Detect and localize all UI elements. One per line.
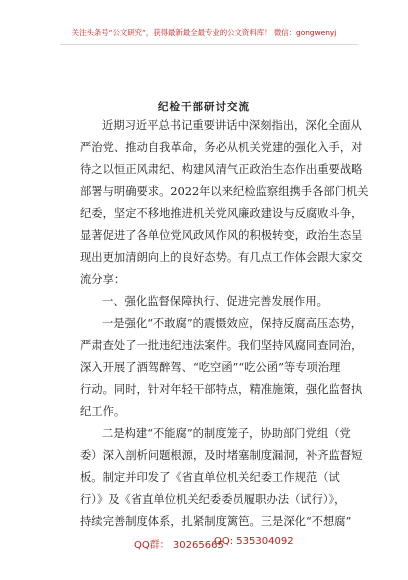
body-line: 二是构建“不能腐”的制度笼子，协助部门党组（党 (102, 427, 351, 440)
body-line: 板。制定并印发了《省直单位机关纪委工作规范（试 (80, 471, 340, 484)
qq-contact-text: QQ: 535304092 (214, 536, 294, 547)
body-line: 流分享： (80, 273, 126, 286)
body-line: 一是强化“不敢腐”的震慑效应，保持反腐高压态势， (102, 317, 363, 330)
promo-banner: 关注头条号“公文研究”，获得最新最全最专业的公文资料库！ 微信：gongwenyj (71, 28, 337, 37)
contact-footer (0, 536, 408, 550)
body-line: 纪工作。 (80, 405, 126, 418)
body-line: 深入开展了酒驾醉驾、“吃空函”“吃公函”等专项治理 (80, 361, 341, 374)
section-heading: 一、强化监督保障执行、促进完善发展作用。 (102, 295, 328, 308)
body-line: 显著促进了各单位党风政风作风的积极转变，政治生态呈 (80, 229, 363, 242)
body-line: 行动。同时，针对年轻干部特点，精准施策，强化监督执 (80, 383, 363, 396)
document-title: 纪检干部研讨交流 (158, 101, 250, 113)
body-line: 严肃查处了一批违纪违法案件。我们坚持风腐同查同治， (80, 339, 363, 352)
body-line: 行）》及《省直单位机关纪委委员履职办法（试行）》， (80, 493, 346, 506)
body-line: 近期习近平总书记重要讲话中深刻指出，深化全面从 (102, 119, 362, 132)
body-line: 严治党、推动自我革命，务必从机关党建的强化入手，对 (80, 141, 363, 154)
body-line: 部署与明确要求。2022年以来纪检监察组携手各部门机关 (80, 185, 369, 198)
body-line: 委）深入剖析问题根源，及时堵塞制度漏洞，补齐监督短 (80, 449, 363, 462)
body-line: 持续完善制度体系，扎紧制度篱笆。三是深化“不想腐” (80, 515, 352, 528)
body-line: 待之以恒正风肃纪、构建风清气正政治生态作出重要战略 (80, 163, 363, 176)
qq-group-text: QQ群： 30265665 (134, 540, 224, 551)
body-line: 现出更加清朗向上的良好态势。有几点工作体会跟大家交 (80, 251, 363, 264)
body-line: 纪委，坚定不移地推进机关党风廉政建设与反腐败斗争， (80, 207, 363, 220)
